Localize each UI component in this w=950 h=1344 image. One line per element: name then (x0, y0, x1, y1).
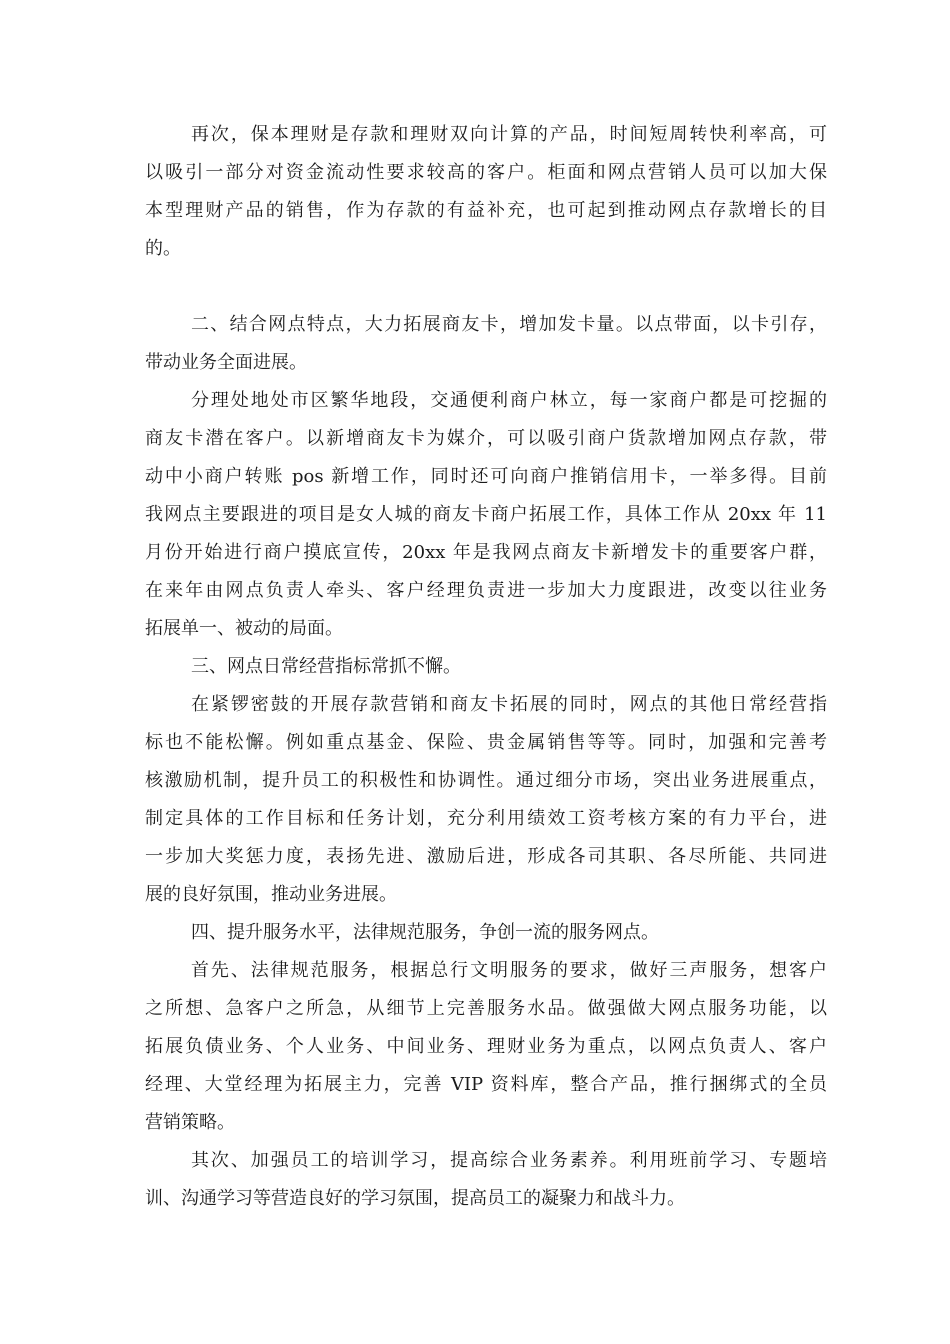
text-line: 训、沟通学习等营造良好的学习氛围，提高员工的凝聚力和战斗力。 (145, 1188, 685, 1209)
text-line: 四、提升服务水平，法律规范服务，争创一流的服务网点。 (191, 922, 659, 943)
document-page (145, 116, 827, 1218)
text-line: 月份开始进行商户摸底宣传，20xx 年是我网点商友卡新增发卡的重要客户群， (145, 542, 827, 563)
text-line: 制定具体的工作目标和任务计划，充分利用绩效工资考核方案的有力平台，进 (145, 808, 827, 829)
text-line: 以吸引一部分对资金流动性要求较高的客户。柜面和网点营销人员可以加大保 (145, 162, 827, 183)
text-line: 一步加大奖惩力度，表扬先进、激励后进，形成各司其职、各尽所能、共同进 (145, 846, 827, 867)
text-line: 再次，保本理财是存款和理财双向计算的产品，时间短周转快利率高，可 (191, 124, 827, 145)
paragraph-standardized-service (145, 952, 827, 1142)
text-line: 分理处地处市区繁华地段，交通便利商户林立，每一家商户都是可挖掘的 (191, 390, 827, 411)
paragraph-principal-guaranteed-wealth (145, 116, 827, 268)
paragraph-spacer (145, 268, 827, 306)
text-line: 之所想、急客户之所急，从细节上完善服务水品。做强做大网点服务功能，以 (145, 998, 827, 1019)
text-line: 核激励机制，提升员工的积极性和协调性。通过细分市场，突出业务进展重点， (145, 770, 827, 791)
text-line: 的。 (145, 238, 181, 259)
text-line: 拓展单一、被动的局面。 (145, 618, 343, 639)
heading-section-two (145, 306, 827, 382)
text-line: 商友卡潜在客户。以新增商友卡为媒介，可以吸引商户货款增加网点存款，带 (145, 428, 827, 449)
paragraph-merchant-card (145, 382, 827, 648)
text-line: 在紧锣密鼓的开展存款营销和商友卡拓展的同时，网点的其他日常经营指 (191, 694, 827, 715)
text-line: 在来年由网点负责人牵头、客户经理负责进一步加大力度跟进，改变以往业务 (145, 580, 827, 601)
text-line: 其次、加强员工的培训学习，提高综合业务素养。利用班前学习、专题培 (191, 1150, 827, 1171)
text-line: 本型理财产品的销售，作为存款的有益补充，也可起到推动网点存款增长的目 (145, 200, 827, 221)
text-line: 标也不能松懈。例如重点基金、保险、贵金属销售等等。同时，加强和完善考 (145, 732, 827, 753)
text-line: 首先、法律规范服务，根据总行文明服务的要求，做好三声服务，想客户 (191, 960, 827, 981)
heading-section-three (145, 648, 827, 686)
text-line: 展的良好氛围，推动业务进展。 (145, 884, 397, 905)
heading-section-four (145, 914, 827, 952)
text-line: 营销策略。 (145, 1112, 235, 1133)
text-line: 三、网点日常经营指标常抓不懈。 (191, 656, 461, 677)
text-line: 拓展负债业务、个人业务、中间业务、理财业务为重点，以网点负责人、客户 (145, 1036, 827, 1057)
text-line: 动中小商户转账 pos 新增工作，同时还可向商户推销信用卡，一举多得。目前 (145, 466, 827, 487)
paragraph-staff-training (145, 1142, 827, 1218)
text-line: 我网点主要跟进的项目是女人城的商友卡商户拓展工作，具体工作从 20xx 年 11 (145, 504, 827, 525)
text-line: 二、结合网点特点，大力拓展商友卡，增加发卡量。以点带面，以卡引存， (191, 314, 827, 335)
paragraph-daily-indicators (145, 686, 827, 914)
text-line: 经理、大堂经理为拓展主力，完善 VIP 资料库，整合产品，推行捆绑式的全员 (145, 1074, 827, 1095)
text-line: 带动业务全面进展。 (145, 352, 307, 373)
